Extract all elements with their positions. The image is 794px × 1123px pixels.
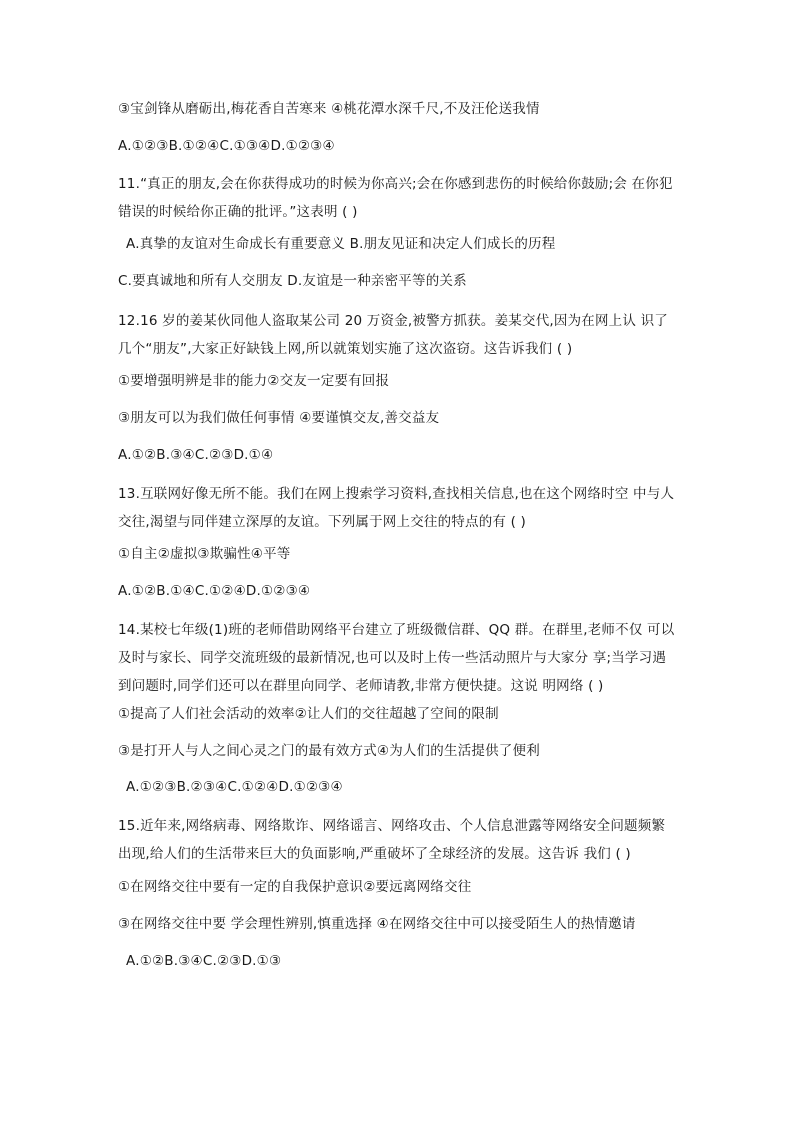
- question-11-options-ab: A.真挚的友谊对生命成长有重要意义 B.朋友见证和决定人们成长的历程: [126, 236, 556, 252]
- question-14-answers: A.①②③B.②③④C.①②④D.①②③④: [126, 779, 343, 795]
- question-15-answers: A.①②B.③④C.②③D.①③: [126, 953, 282, 969]
- question-12-answers: A.①②B.③④C.②③D.①④: [118, 447, 274, 463]
- question-10-options-line-2: ③宝剑锋从磨砺出,梅花香自苦寒来 ④桃花潭水深千尺,不及汪伦送我情: [118, 101, 540, 117]
- question-10-answers: A.①②③B.①②④C.①③④D.①②③④: [118, 138, 335, 154]
- question-15-stem: 15.近年来,网络病毒、网络欺诈、网络谣言、网络攻击、个人信息泄露等网络安全问题频繁出现,给人们的生活带来巨大的负面影响,严重破坏了全球经济的发展。这告诉 我们 ( ): [118, 818, 666, 862]
- question-14-options-line-1: ①提高了人们社会活动的效率②让人们的交往超越了空间的限制: [118, 706, 499, 722]
- question-14-stem: 14.某校七年级(1)班的老师借助网络平台建立了班级微信群、QQ 群。在群里,老师不仅 可以及时与家长、同学交流班级的最新情况,也可以及时上传一些活动照片与大家分 享;当学习遇到问题时,同学们还可以在群里向同学、老师请教,非常方便快捷。这说 明网络 ( ): [118, 622, 675, 694]
- question-12-stem: 12.16 岁的姜某伙同他人盗取某公司 20 万资金,被警方抓获。姜某交代,因为在网上认 识了几个“朋友”,大家正好缺钱上网,所以就策划实施了这次盗窃。这告诉我们 ( ): [118, 313, 668, 357]
- question-15-options-line-2: ③在网络交往中要 学会理性辨别,慎重选择 ④在网络交往中可以接受陌生人的热情邀请: [118, 916, 636, 932]
- question-13-answers: A.①②B.①④C.①②④D.①②③④: [118, 583, 311, 599]
- question-13-options: ①自主②虚拟③欺骗性④平等: [118, 546, 291, 562]
- question-12-options-line-2: ③朋友可以为我们做任何事情 ④要谨慎交友,善交益友: [118, 410, 440, 426]
- question-11-stem: 11.“真正的朋友,会在你获得成功的时候为你高兴;会在你感到悲伤的时候给你鼓励;会 在你犯错误的时候给你正确的批评。”这表明 ( ): [118, 176, 673, 220]
- question-15-options-line-1: ①在网络交往中要有一定的自我保护意识②要远离网络交往: [118, 879, 472, 895]
- question-13-stem: 13.互联网好像无所不能。我们在网上搜索学习资料,查找相关信息,也在这个网络时空 中与人交往,渴望与同伴建立深厚的友谊。下列属于网上交往的特点的有 ( ): [118, 486, 675, 530]
- question-12-options-line-1: ①要增强明辨是非的能力②交友一定要有回报: [118, 373, 390, 389]
- question-14-options-line-2: ③是打开人与人之间心灵之门的最有效方式④为人们的生活提供了便利: [118, 743, 540, 759]
- question-11-options-cd: C.要真诚地和所有人交朋友 D.友谊是一种亲密平等的关系: [118, 273, 467, 289]
